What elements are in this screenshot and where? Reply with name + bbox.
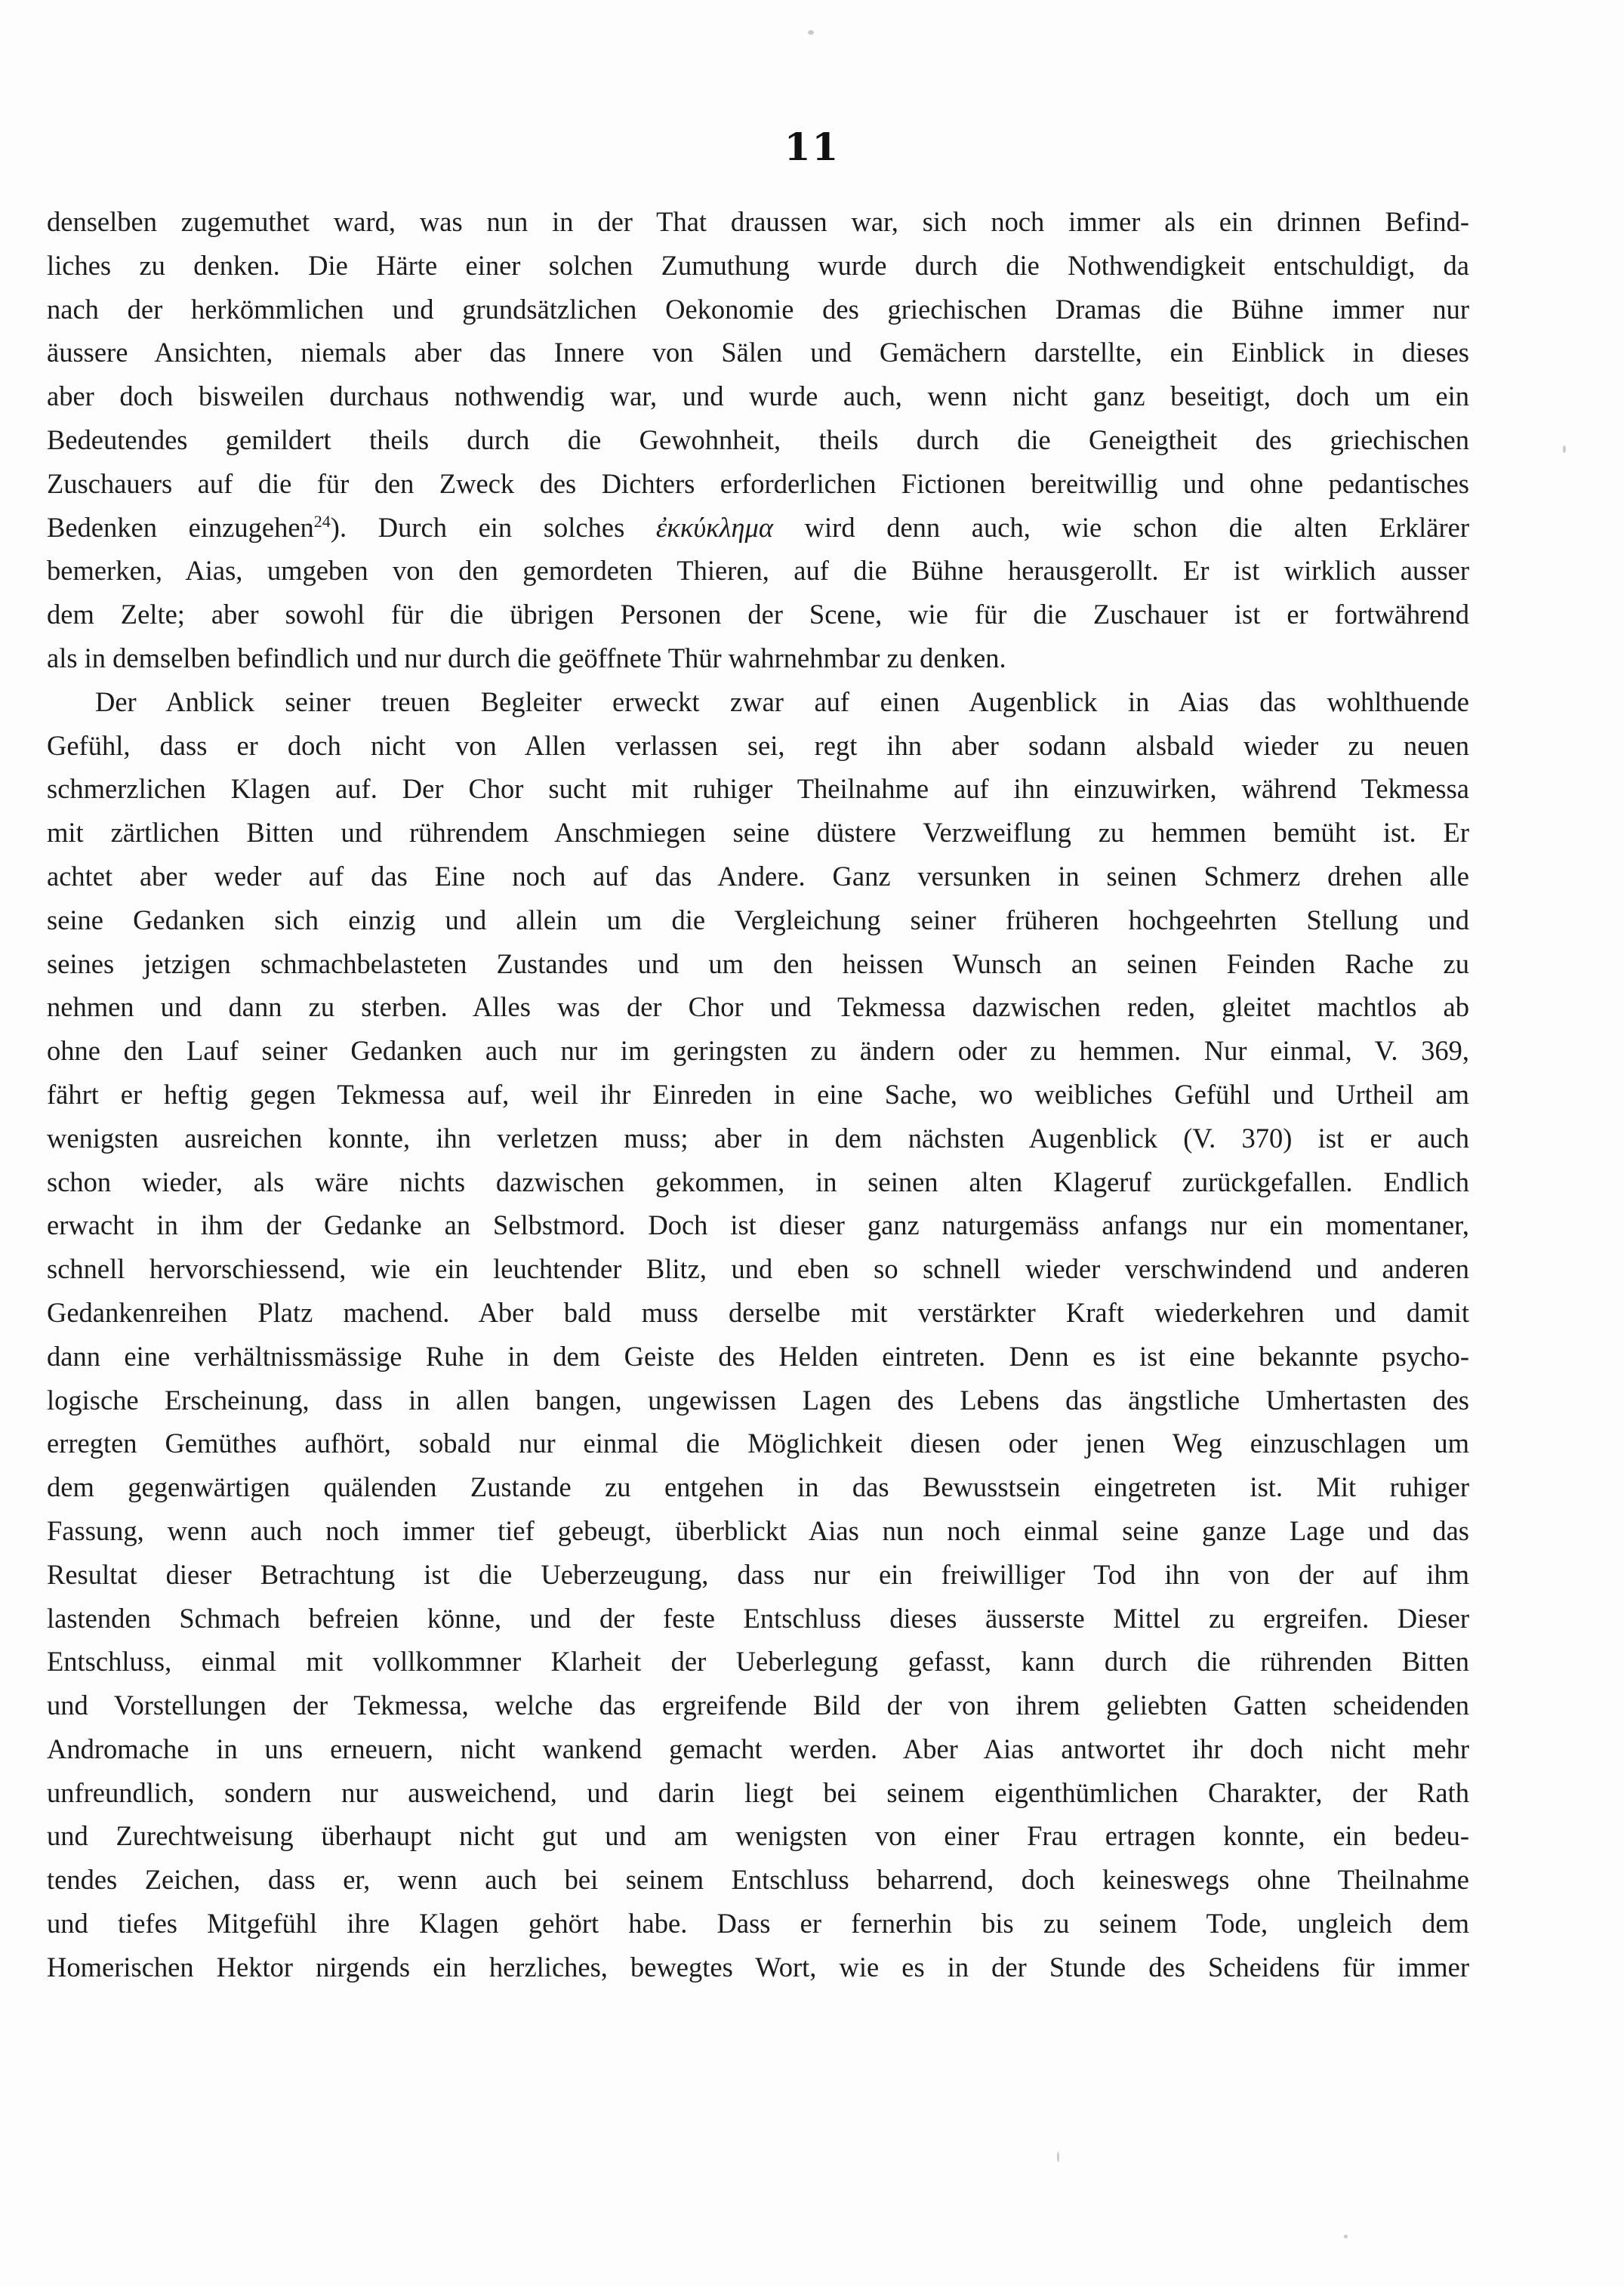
text-segment: ). Durch ein solches [330,511,656,543]
text-line: und Zurechtweisung überhaupt nicht gut und am wenigsten von einer Frau ertragen konnte, ein bedeu- [47,1820,1469,1852]
text-line: ohne den Lauf seiner Gedanken auch nur im geringsten zu ändern oder zu hemmen. Nur einmal, V. 369, [47,1035,1469,1067]
text-line: Entschluss, einmal mit vollkommner Klarheit der Ueberlegung gefasst, kann durch die rührenden Bitten [47,1646,1469,1678]
text-line: schmerzlichen Klagen auf. Der Chor sucht mit ruhiger Theilnahme auf ihn einzuwirken, während Tekmessa [47,773,1469,805]
text-line: Fassung, wenn auch noch immer tief gebeugt, überblickt Aias nun noch einmal seine ganze Lage und das [47,1514,1469,1546]
text-line: Bedeutendes gemildert theils durch die Gewohnheit, theils durch die Geneigtheit des griechischen [47,424,1469,455]
text-line: Andromache in uns erneuern, nicht wankend gemacht werden. Aber Aias antwortet ihr doch nicht mehr [47,1733,1469,1764]
text-line: Zuschauers auf die für den Zweck des Dichters erforderlichen Fictionen bereitwillig und ohne pedantisches [47,467,1469,499]
text-line: dem gegenwärtigen quälenden Zustande zu entgehen in das Bewusstsein eingetreten ist. Mit ruhiger [47,1471,1469,1503]
text-line: unfreundlich, sondern nur ausweichend, und darin liegt bei seinem eigenthümlichen Charakter, der Rath [47,1776,1469,1808]
text-line: Resultat dieser Betrachtung ist die Ueberzeugung, dass nur ein freiwilliger Tod ihn von der auf ihm [47,1558,1469,1590]
text-line: erwacht in ihm der Gedanke an Selbstmord. Doch ist dieser ganz naturgemäss anfangs nur ein momentaner, [47,1209,1469,1241]
page-number: 11 [784,125,840,169]
text-line: achtet aber weder auf das Eine noch auf das Andere. Ganz versunken in seinen Schmerz drehen alle [47,860,1469,892]
paragraph-start-line: Der Anblick seiner treuen Begleiter erweckt zwar auf einen Augenblick in Aias das wohlthuende [95,685,1469,717]
text-line: schon wieder, als wäre nichts dazwischen gekommen, in seinen alten Klageruf zurückgefallen. Endlich [47,1166,1469,1197]
text-line: liches zu denken. Die Härte einer solchen Zumuthung wurde durch die Nothwendigkeit entschuldigt, da [47,249,1469,281]
text-line: mit zärtlichen Bitten und rührendem Anschmiegen seine düstere Verzweiflung zu hemmen bemüht ist. Er [47,817,1469,849]
scan-speck [1057,2152,1059,2162]
text-line: und Vorstellungen der Tekmessa, welche das ergreifende Bild der von ihrem geliebten Gatten scheidenden [47,1690,1469,1721]
text-line: schnell hervorschiessend, wie ein leuchtender Blitz, und eben so schnell wieder verschwindend und anderen [47,1253,1469,1285]
scan-speck [1344,2235,1348,2238]
text-line: dann eine verhältnissmässige Ruhe in dem Geiste des Helden eintreten. Denn es ist eine bekannte psycho- [47,1340,1469,1372]
text-line: dem Zelte; aber sowohl für die übrigen Personen der Scene, wie für die Zuschauer ist er fortwährend [47,599,1469,630]
text-line: Gedankenreihen Platz machend. Aber bald muss derselbe mit verstärkter Kraft wiederkehren und damit [47,1296,1469,1328]
text-line: seine Gedanken sich einzig und allein um die Vergleichung seiner früheren hochgeehrten Stellung und [47,904,1469,935]
text-line: seines jetzigen schmachbelasteten Zustandes und um den heissen Wunsch an seinen Feinden Rache zu [47,947,1469,979]
text-line: erregten Gemüthes aufhört, sobald nur einmal die Möglichkeit diesen oder jenen Weg einzuschlagen um [47,1428,1469,1459]
text-line: logische Erscheinung, dass in allen bangen, ungewissen Lagen des Lebens das ängstliche Umhertasten des [47,1384,1469,1416]
text-line: und tiefes Mitgefühl ihre Klagen gehört habe. Dass er fernerhin bis zu seinem Tode, ungleich dem [47,1908,1469,1939]
text-line: nehmen und dann zu sterben. Alles was der Chor und Tekmessa dazwischen reden, gleitet machtlos ab [47,991,1469,1023]
text-line: tendes Zeichen, dass er, wenn auch bei seinem Entschluss beharrend, doch keineswegs ohne Theilnahme [47,1864,1469,1896]
text-line: aber doch bisweilen durchaus nothwendig war, und wurde auch, wenn nicht ganz beseitigt, doch um ein [47,380,1469,412]
text-line: Homerischen Hektor nirgends ein herzliches, bewegtes Wort, wie es in der Stunde des Scheidens für immer [47,1951,1469,1983]
body-text [47,200,1469,1989]
text-line: wenigsten ausreichen konnte, ihn verletzen muss; aber in dem nächsten Augenblick (V. 370) ist er auch [47,1122,1469,1154]
greek-term: ἐκκύκλημα [655,511,774,543]
text-line: nach der herkömmlichen und grundsätzlichen Oekonomie des griechischen Dramas die Bühne immer nur [47,293,1469,325]
text-line: fährt er heftig gegen Tekmessa auf, weil ihr Einreden in eine Sache, wo weibliches Gefühl und Urtheil am [47,1078,1469,1110]
text-segment: wird denn auch, wie schon die alten Erklärer [773,511,1469,543]
text-line: Gefühl, dass er doch nicht von Allen verlassen sei, regt ihn aber sodann alsbald wieder zu neuen [47,729,1469,761]
text-segment: Bedenken einzugehen [47,511,314,543]
footnote-marker[interactable]: 24 [313,511,331,531]
text-line: bemerken, Aias, umgeben von den gemordeten Thieren, auf die Bühne herausgerollt. Er ist wirklich ausser [47,555,1469,587]
scan-speck [808,30,814,35]
text-line: äussere Ansichten, niemals aber das Innere von Sälen und Gemächern darstellte, ein Einblick in dieses [47,337,1469,368]
text-line: denselben zugemuthet ward, was nun in der That draussen war, sich noch immer als ein drinnen Befind- [47,206,1469,237]
scan-speck [1563,445,1566,453]
text-line-footnote-ref [47,506,1469,550]
text-line: als in demselben befindlich und nur durch die geöffnete Thür wahrnehmbar zu denken. [47,642,1006,673]
text-line: lastenden Schmach befreien könne, und der feste Entschluss dieses äusserste Mittel zu ergreifen. Dieser [47,1602,1469,1634]
